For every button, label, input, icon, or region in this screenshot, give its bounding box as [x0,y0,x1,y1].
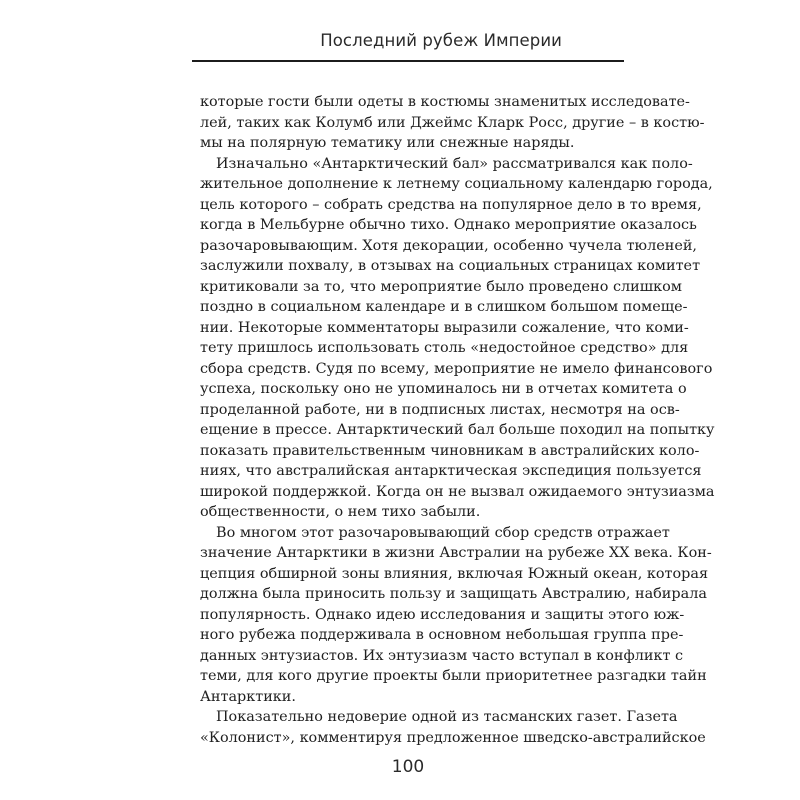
body-text [200,92,715,748]
text-line: популярность. Однако идею исследования и защиты этого юж- [200,606,685,623]
text-line: цепция обширной зоны влияния, включая Южный океан, которая [200,565,709,582]
text-line: Изначально «Антарктический бал» рассматривался как поло- [216,155,693,172]
text-line: проделанной работе, ни в подписных листах, несмотря на осв- [200,401,680,418]
paragraph [200,523,712,708]
text-line: широкой поддержкой. Когда он не вызвал ожидаемого энтузиазма [200,483,715,500]
text-line: успеха, поскольку оно не упоминалось ни в отчетах комитета о [200,381,687,397]
header-rule [192,60,624,62]
text-line: «Колонист», комментируя предложенное шведско-австралийское [200,729,706,746]
text-line: которые гости были одеты в костюмы знаменитых исследовате- [200,94,690,110]
text-line: нии. Некоторые комментаторы выразили сожаление, что коми- [200,319,689,336]
text-line: данных энтузиастов. Их энтузиазм часто вступал в конфликт с [200,647,684,664]
text-line: когда в Мельбурне обычно тихо. Однако мероприятие оказалось [200,217,697,233]
text-line: жительное дополнение к летнему социальному календарю города, [200,176,713,192]
text-line: Антарктики. [200,688,296,705]
page-number: 100 [391,757,425,777]
paragraph [200,92,705,154]
text-line: общественности, о нем тихо забыли. [200,504,481,520]
text-line: поздно в социальном календаре и в слишком большом помеще- [200,299,688,315]
text-line: ниях, что австралийская антарктическая экспедиция пользуется [200,463,702,479]
text-line: лей, таких как Колумб или Джеймс Кларк Росс, другие – в костю- [200,114,705,131]
text-line: ного рубежа поддерживала в основном небольшая группа пре- [200,627,684,643]
paragraph [200,707,706,748]
text-line: разочаровывающим. Хотя декорации, особенно чучела тюленей, [200,237,698,254]
text-line: ещение в прессе. Антарктический бал больше походил на попытку [200,422,715,438]
text-line: сбора средств. Судя по всему, мероприятие не имело финансового [200,360,713,377]
text-line: значение Антарктики в жизни Австралии на рубеже XX века. Кон- [200,545,712,561]
text-line: тету пришлось использовать столь «недостойное средство» для [200,340,689,356]
text-line: мы на полярную тематику или снежные наряды. [200,135,575,151]
running-head: Последний рубеж Империи [320,31,562,50]
text-line: должна была приносить пользу и защищать Австралию, набирала [200,586,707,602]
text-line: Во многом этот разочаровывающий сбор средств отражает [216,524,670,541]
text-line: цель которого – собрать средства на популярное дело в то время, [200,196,702,213]
text-line: Показательно недоверие одной из тасманских газет. Газета [216,709,678,725]
paragraph [200,154,715,523]
text-line: теми, для кого другие проекты были приоритетнее разгадки тайн [200,668,707,684]
text-line: критиковали за то, что мероприятие было проведено слишком [200,278,683,295]
text-line: показать правительственным чиновникам в австралийских коло- [200,442,700,459]
text-line: заслужили похвалу, в отзывах на социальных страницах комитет [200,258,701,274]
